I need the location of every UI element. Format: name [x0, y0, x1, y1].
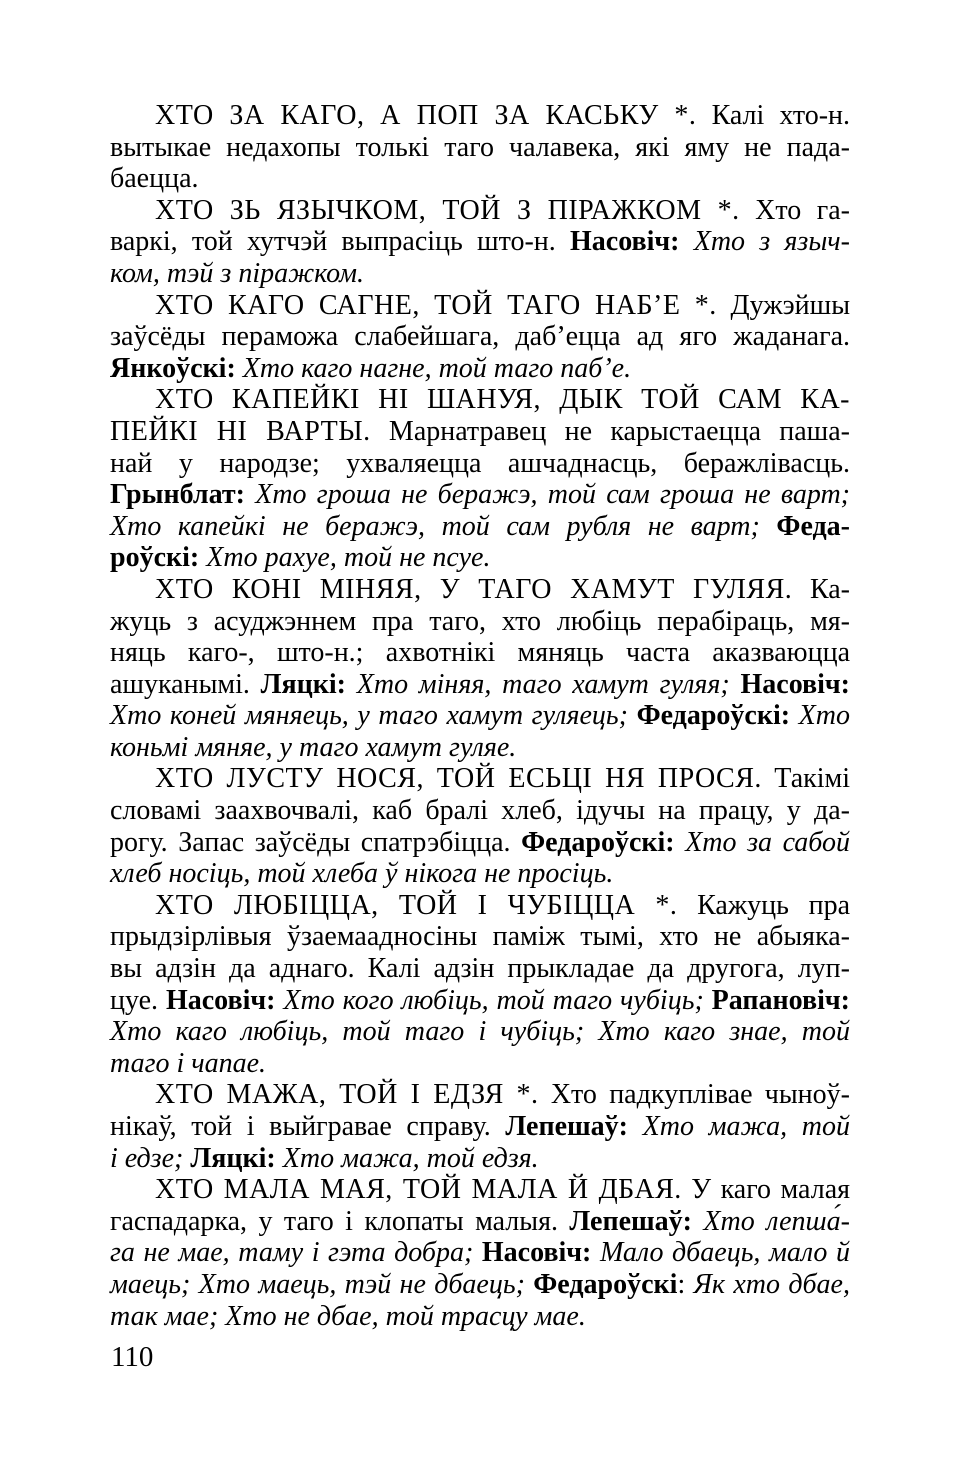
source-name: Феда-	[776, 510, 850, 542]
text-line	[110, 669, 850, 701]
text-line	[110, 290, 850, 322]
entry-paragraph	[110, 290, 850, 385]
dictionary-entries	[110, 100, 850, 1332]
text-line	[110, 953, 850, 985]
quote: ком, тэй з піражком.	[110, 257, 364, 289]
source-name: Насовіч:	[481, 1237, 592, 1269]
body-text: заўсёды пераможа слабейшага, даб’ецца ад яго жаданага.	[110, 321, 850, 353]
source-name: Ляцкі:	[260, 668, 347, 700]
quote: так мае; Хто не дбае, той трасцу мае.	[110, 1300, 586, 1332]
quote: Хто	[790, 700, 850, 732]
body-text: варкі, той хутчэй выпрасіць што-н.	[110, 226, 570, 258]
body-text: баецца.	[110, 163, 199, 195]
source-name: Рапановіч:	[711, 984, 850, 1016]
text-line	[110, 1174, 850, 1206]
text-line	[110, 921, 850, 953]
source-name: Янкоўскі:	[110, 352, 236, 384]
quote: Хто капейкі не беражэ, той сам рубля не варт;	[110, 510, 777, 542]
body-text: вытыкае недахопы толькі таго чалавека, які яму не пада-	[110, 131, 850, 163]
body-text: жуць з асуджэннем пра таго, хто любіць перабіраць, мя-	[110, 605, 850, 637]
text-line	[110, 1237, 850, 1269]
body-text: :	[677, 1268, 686, 1300]
headword: ХТО ЛУСТУ НОСЯ, ТОЙ ЕСЬЦІ НЯ ПРОСЯ.	[155, 763, 762, 795]
entry-paragraph	[110, 574, 850, 764]
text-line	[110, 542, 850, 574]
body-text: Хто га-	[739, 194, 850, 226]
body-text: Дужэйшы	[716, 289, 851, 321]
quote: хлеб носіць, той хлеба ў нікога не просіць.	[110, 858, 614, 890]
body-text: нікаў, той і выйгравае справу.	[110, 1111, 506, 1142]
headword: ХТО КАГО САГНЕ, ТОЙ ТАГО НАБ’Е *.	[155, 289, 717, 321]
text-line	[110, 795, 850, 827]
quote: Мало дбаець, мало й	[591, 1237, 850, 1269]
text-line	[110, 511, 850, 543]
text-line	[110, 479, 850, 511]
text-line	[110, 1206, 850, 1238]
quote: Як хто дбае,	[685, 1268, 850, 1300]
body-text: няць каго-, што-н.; ахвотнікі мяняць часта аказваюцца	[110, 637, 850, 669]
text-line	[110, 732, 850, 764]
body-text: цуе.	[110, 984, 166, 1016]
text-line	[110, 384, 850, 416]
quote: Хто з языч-	[679, 226, 850, 258]
text-line	[110, 606, 850, 638]
body-text: прыдзірлівыя ўзаемаадносіны паміж тымі, хто не абыяка-	[110, 921, 850, 953]
quote: Хто гроша не беражэ, той сам гроша не варт;	[244, 479, 850, 511]
text-line	[110, 637, 850, 669]
quote: Хто мажа, той едзя.	[275, 1142, 539, 1174]
entry-paragraph	[110, 763, 850, 889]
headword: ХТО ЛЮБІЦЦА, ТОЙ І ЧУБІЦЦА *.	[155, 889, 678, 921]
headword: ХТО КАПЕЙКІ НІ ШАНУЯ, ДЫК ТОЙ САМ КА-	[155, 384, 850, 416]
body-text: Кажуць пра	[677, 889, 850, 921]
quote: Хто рахуе, той не псуе.	[199, 542, 491, 574]
source-name: Насовіч:	[740, 668, 851, 700]
quote: Хто каго нагне, той таго паб’е.	[235, 352, 632, 384]
headword: ХТО КОНІ МІНЯЯ, У ТАГО ХАМУТ ГУЛЯЯ.	[155, 573, 793, 605]
text-line	[110, 448, 850, 480]
quote: Хто за сабой	[674, 826, 850, 858]
source-name: Федароўскі:	[636, 700, 791, 732]
text-line	[110, 1079, 850, 1111]
body-text: Такімі	[761, 763, 850, 795]
body-text: ашуканымі.	[110, 668, 261, 700]
text-line	[110, 1111, 850, 1143]
text-line	[110, 1016, 850, 1048]
entry-paragraph	[110, 384, 850, 574]
text-line	[110, 195, 850, 227]
text-line	[110, 353, 850, 385]
text-line	[110, 1143, 850, 1175]
headword: ПЕЙКІ НІ ВАРТЫ.	[110, 415, 371, 447]
page-number: 110	[111, 1341, 154, 1373]
text-line	[110, 100, 850, 132]
source-name: Лепешаў:	[569, 1205, 692, 1237]
text-line	[110, 416, 850, 448]
source-name: Лепешаў:	[505, 1111, 628, 1142]
quote: маець; Хто маець, тэй не дбаець;	[110, 1268, 534, 1300]
source-name: Ляцкі:	[190, 1142, 276, 1174]
source-name: Федароўскі	[533, 1268, 678, 1300]
body-text: словамі заахвочвалі, каб бралі хлеб, ідучы на працу, у да-	[110, 795, 850, 827]
text-line	[110, 226, 850, 258]
body-text: най у народзе; ухваляецца ашчаднасць, беражлівасць.	[110, 447, 850, 479]
text-line	[110, 985, 850, 1017]
text-line	[110, 258, 850, 290]
body-text: Марнатравец не карыстаецца паша-	[370, 415, 850, 447]
body-text: Калі хто-н.	[696, 100, 850, 131]
quote: га не мае, таму і гэта добра;	[110, 1237, 482, 1269]
text-line	[110, 132, 850, 164]
headword: ХТО ЗА КАГО, А ПОП ЗА КАСЬКУ *.	[155, 100, 697, 131]
quote: Хто міняя, таго хамут гуляя;	[346, 668, 741, 700]
headword: ХТО МАЛА МАЯ, ТОЙ МАЛА Й ДБАЯ.	[155, 1174, 682, 1206]
text-line	[110, 574, 850, 606]
quote: Хто каго любіць, той таго і чубіць; Хто каго знае, той	[110, 1016, 850, 1048]
body-text: гаспадарка, у таго і клопаты малыя.	[110, 1205, 570, 1237]
body-text: Хто падкуплівае чыноў-	[538, 1079, 850, 1111]
text-line	[110, 321, 850, 353]
source-name: Насовіч:	[165, 984, 276, 1016]
entry-paragraph	[110, 1174, 850, 1332]
text-line	[110, 890, 850, 922]
source-name: роўскі:	[110, 542, 200, 574]
text-line	[110, 763, 850, 795]
entry-paragraph	[110, 100, 850, 195]
text-line	[110, 700, 850, 732]
text-line	[110, 163, 850, 195]
text-line	[110, 1301, 850, 1333]
text-line	[110, 1269, 850, 1301]
text-line	[110, 1048, 850, 1080]
quote: Хто кого любіць, той таго чубіць;	[275, 984, 712, 1016]
body-text: Ка-	[792, 573, 851, 605]
quote: Хто лепша́-	[692, 1205, 850, 1237]
entry-paragraph	[110, 890, 850, 1080]
quote: Хто мажа, той	[627, 1111, 851, 1142]
body-text: вы адзін да аднаго. Калі адзін прыкладае да другога, луп-	[110, 953, 850, 985]
headword: ХТО ЗЬ ЯЗЫЧКОМ, ТОЙ З ПІРАЖКОМ *.	[155, 194, 740, 226]
text-line	[110, 827, 850, 859]
headword: ХТО МАЖА, ТОЙ І ЕДЗЯ *.	[155, 1079, 539, 1111]
entry-paragraph	[110, 195, 850, 290]
source-name: Федароўскі:	[521, 826, 675, 858]
quote: коньмі мяняе, у таго хамут гуляе.	[110, 731, 517, 763]
source-name: Грынблат:	[110, 479, 245, 511]
body-text: У каго малая	[681, 1174, 851, 1206]
quote: таго і чапае.	[110, 1047, 267, 1079]
quote: Хто коней мяняець, у таго хамут гуляець;	[110, 700, 637, 732]
body-text: рогу. Запас заўсёды спатрэбіцца.	[110, 826, 522, 858]
source-name: Насовіч:	[569, 226, 680, 258]
text-line	[110, 858, 850, 890]
quote: і едзе;	[110, 1142, 191, 1174]
entry-paragraph	[110, 1079, 850, 1174]
